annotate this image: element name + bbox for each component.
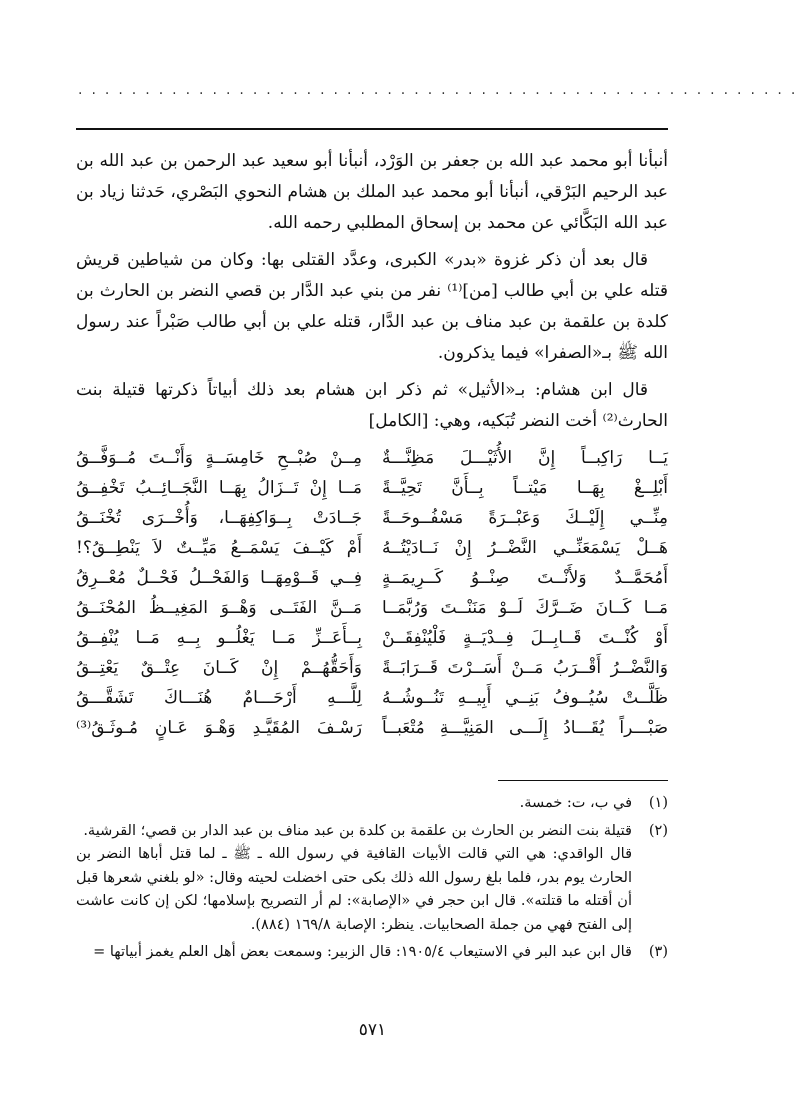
verse-first-hemistich: أَبْلِــغْ بِهَــا مَيْتــاً بِــأَنَّ تَحِيَّــةً bbox=[382, 478, 668, 498]
poem-verse bbox=[76, 623, 668, 653]
poem bbox=[76, 443, 668, 743]
footnote-text: قتيلة بنت النضر بن الحارث بن علقمة بن كلدة بن عبد مناف بن عبد الدار بن قصي؛ القرشية. bbox=[83, 822, 632, 839]
verse-second-hemistich: لِلَّـــهِ أَرْحَـــامٌ هُنَـــاكَ تَشَقَّـــقُ bbox=[76, 688, 362, 708]
verse-first-hemistich: أَوْ كُنْــتَ قَــابِــلَ فِــدْيَــةٍ فَلْيُنْفِقَــنْ bbox=[382, 628, 668, 648]
poem-verse bbox=[76, 713, 668, 743]
narrative-paragraph: قال بعد أن ذكر غزوة «بدر» الكبرى، وعدَّد القتلى بها: وكان من شياطين قريش قتله علي بن أبي طالب [من]⁽¹⁾ نفر من بني عبد الدَّار بن قصي النضر بن الحارث بن كلدة بن علقمة بن عبد مناف بن عبد الدَّار، قتله علي بن أبي طالب صَبْراً عند رسول الله ﷺ بـ«الصفرا» فيما يذكرون. bbox=[76, 250, 668, 363]
footnote bbox=[76, 941, 668, 965]
poem-verse bbox=[76, 443, 668, 473]
page-number: ٥٧١ bbox=[358, 1020, 387, 1040]
verse-second-hemistich: مَــنَّ الفَتَــى وَهْــوَ المَغِيــظُ المُحْنَــقُ bbox=[76, 598, 362, 618]
verse-first-hemistich: مِنِّــي إِلَيْــكَ وَعَبْــرَةً مَسْفُــوحَــةً bbox=[382, 508, 668, 528]
header-dots: ...................................................... bbox=[78, 82, 804, 98]
verse-second-hemistich: رَسْـفَ المُقَيَّـدِ وَهْـوَ عَـانٍ مُـوثَـقُ⁽³⁾ bbox=[76, 718, 362, 738]
verse-first-hemistich: صَبْـــراً يُقَـــادُ إِلَـــى المَنِيَّـــةِ مُتْعَبــاً bbox=[382, 718, 668, 738]
poem-verse bbox=[76, 653, 668, 683]
verse-second-hemistich: مِــنْ صُبْــحِ خَامِسَــةٍ وَأَنْــتَ مُــوَفَّــقُ bbox=[76, 448, 362, 468]
poem-intro-paragraph: قال ابن هشام: بـ«الأثيل» ثم ذكر ابن هشام بعد ذلك أبياتاً ذكرتها قتيلة بنت الحارث⁽²⁾ أخت النضر تُبَكيه، وهي: [الكامل] bbox=[76, 380, 668, 431]
verse-first-hemistich: ظَلَّــتْ سُيُــوفُ بَنِــي أَبِيــهِ تَنُــوشُــهُ bbox=[382, 688, 668, 708]
footnote-text: قال ابن عبد البر في الاستيعاب ١٩٠٥/٤: قال الزبير: وسمعت بعض أهل العلم يغمز أبياتها = bbox=[93, 944, 632, 960]
verse-second-hemistich: أَمْ كَيْــفَ يَسْمَــعُ مَيِّــتٌ لاَ يَنْطِــقُ؟! bbox=[76, 538, 362, 558]
isnad-paragraph: أنبأنا أبو محمد عبد الله بن جعفر بن الوَرْد، أنبأنا أبو سعيد عبد الرحمن بن عبد الله بن عبد الرحيم البَرْقي، أنبأنا أبو محمد عبد الملك بن هشام النحوي البَصْري، حَدثنا زياد بن عبد الله البَكَّائي عن محمد بن إسحاق المطلبي رحمه الله. bbox=[76, 151, 668, 233]
footnote-separator bbox=[498, 780, 668, 781]
footnote bbox=[76, 792, 668, 816]
poem-verse bbox=[76, 503, 668, 533]
verse-first-hemistich: أَمُحَمَّــدٌ وَلأَنْــتَ صِنْــوُ كَــرِيمَــةٍ bbox=[382, 568, 668, 588]
footnote bbox=[76, 820, 668, 938]
poem-verse bbox=[76, 593, 668, 623]
verse-first-hemistich: مَــا كَــانَ ضَــرَّكَ لَــوْ مَنَنْــتَ وَرُبَّمَــا bbox=[382, 598, 668, 618]
verse-second-hemistich: جَــادَتْ بِــوَاكِفِهَــا، وَأُخْــرَى تُخْنَــقُ bbox=[76, 508, 362, 528]
verse-second-hemistich: وَأَحَقُّهُــمْ إِنْ كَــانَ عِتْــقٌ يَعْتِــقُ bbox=[76, 658, 362, 678]
footnote-text: قال الواقدي: هي التي قالت الأبيات القافية في رسول الله ـ ﷺ ـ لما قتل أباها النضر بن الحارث يوم بدر، فلما بلغ رسول الله ذلك بكى حتى اخضلت لحيته وقال: «لو بلغني شعرها قبل أن أقتله ما قتلته». قال ابن حجر في «الإصابة»: لم أر التصريح بإسلامها؛ لكن إن كانت عاشت إلى الفتح فهي من جملة الصحابيات. ينظر: الإصابة ١٦٩/٨ (٨٨٤). bbox=[76, 846, 632, 933]
footnotes bbox=[76, 792, 668, 969]
poem-verse bbox=[76, 563, 668, 593]
verse-second-hemistich: فِــي قَــوْمِهَــا وَالفَحْــلُ فَحْــلٌ مُعْــرِقُ bbox=[76, 568, 362, 588]
verse-first-hemistich: يَــا رَاكِبــاً إِنَّ الأُثَيْـــلَ مَظِنَّـــةٌ bbox=[382, 448, 668, 468]
footnote-number: (٣) bbox=[648, 944, 668, 960]
main-text bbox=[76, 146, 668, 743]
verse-second-hemistich: مَــا إِنْ تَــزَالُ بِهَــا النَّجَــائِــبُ تَخْفِــقُ bbox=[76, 478, 362, 498]
poem-verse bbox=[76, 683, 668, 713]
poem-verse bbox=[76, 533, 668, 563]
header-rule bbox=[76, 128, 668, 130]
footnote-number: (١) bbox=[648, 795, 668, 811]
footnote-number: (٢) bbox=[648, 822, 668, 839]
verse-second-hemistich: بِــأَعَــزِّ مَــا يَغْلُــو بِــهِ مَــا يُنْفِــقُ bbox=[76, 628, 362, 648]
poem-verse bbox=[76, 473, 668, 503]
verse-first-hemistich: وَالنَّضْــرُ أَقْــرَبُ مَــنْ أَسَــرْتَ قَــرَابَــةً bbox=[382, 658, 668, 678]
verse-first-hemistich: هَــلْ يَسْمَعَنِّــي النَّضْــرُ إِنْ نَــادَيْتُــهُ bbox=[382, 538, 668, 558]
footnote-text: في ب، ت: خمسة. bbox=[519, 795, 632, 811]
